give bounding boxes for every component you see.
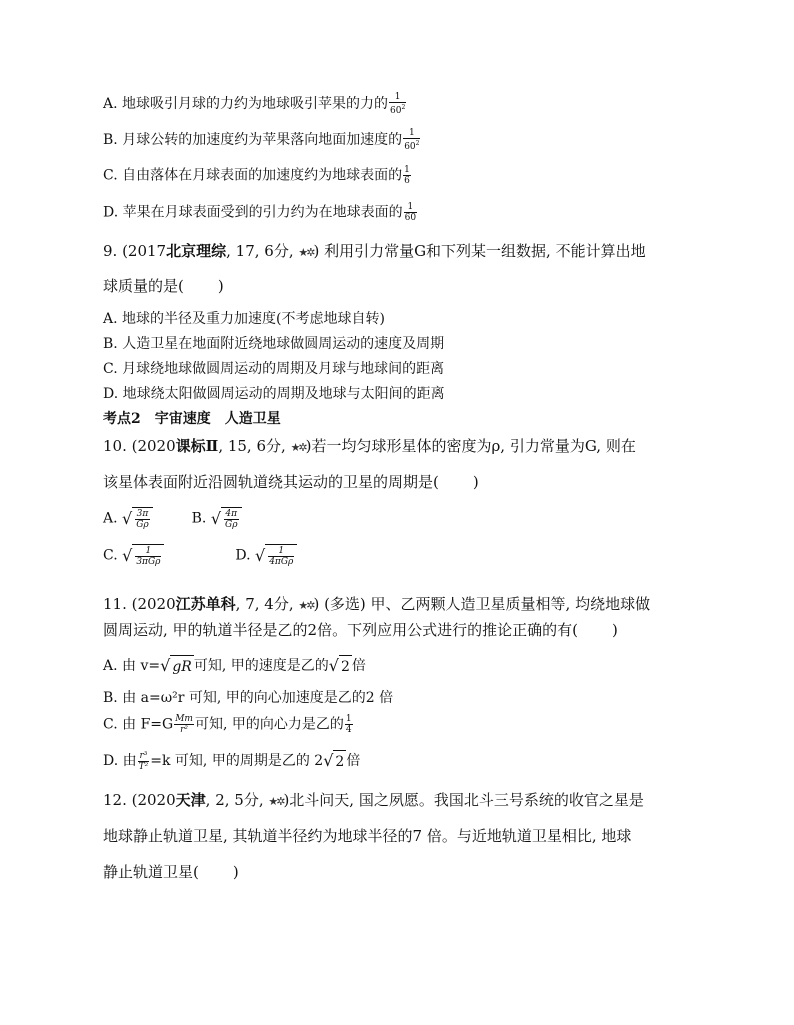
q12-stem-line3: 静止轨道卫星( ) — [103, 863, 239, 881]
q11-stem-line1: 11. (2020江苏单科, 7, 4分, ★✲) (多选) 甲、乙两颗人造卫星质量相等, 均绕地球做 — [103, 594, 650, 616]
q11-stem-line2: 圆周运动, 甲的轨道半径是乙的2倍。下列应用公式进行的推论正确的有( ) — [103, 621, 618, 639]
q9-stem-line2: 球质量的是( ) — [103, 277, 224, 295]
q8-option-d: D. 苹果在月球表面受到的引力约为在地球表面的 $\frac{1}{60}$ — [103, 202, 417, 223]
sqrt-expression: √ $\frac{1}{\text{3πGρ}}$ — [122, 544, 164, 567]
q11-option-c: C. 由 F=G $\frac{Mm}{\text{r²}}$ 可知, 甲的向心力是乙的 $\frac{1}{4}$ — [103, 714, 352, 735]
q11-option-a: A. 由 v=√ gR 可知, 甲的速度是乙的√ 2 倍 — [103, 656, 366, 675]
section-heading: 考点2 宇宙速度 人造卫星 — [103, 411, 281, 427]
q10-options-ab: A. √ $\frac{3\pi}{G\rho}$ B. √ $\frac{4\pi}{G\rho}$ — [103, 507, 242, 530]
q12-stem-line2: 地球静止轨道卫星, 其轨道半径约为地球半径的7 倍。与近地轨道卫星相比, 地球 — [103, 827, 632, 845]
q10-stem-line1: 10. (2020课标Ⅱ, 15, 6分, ★✲)若一均匀球形星体的密度为ρ, 引力常量为G, 则在 — [103, 436, 636, 458]
fraction: $\frac{1}{60^2}$ — [404, 128, 420, 152]
q8-option-a: A. 地球吸引月球的力约为地球吸引苹果的力的 $\frac{1}{60^2}$ — [103, 92, 406, 116]
fraction: $\frac{1}{6}$ — [404, 165, 410, 186]
q9-option-d: D. 地球绕太阳做圆周运动的周期及地球与太阳间的距离 — [103, 386, 445, 402]
q9-option-a: A. 地球的半径及重力加速度(不考虑地球自转) — [103, 311, 385, 327]
q9-option-c: C. 月球绕地球做圆周运动的周期及月球与地球间的距离 — [103, 361, 445, 377]
q10-options-cd: C. √ $\frac{1}{\text{3πGρ}}$ D. √ $\frac{1}{\text{4πGρ}}$ — [103, 544, 297, 567]
q8-option-b: B. 月球公转的加速度约为苹果落向地面加速度的 $\frac{1}{60^2}$ — [103, 128, 420, 152]
sqrt-expression: √ $\frac{1}{\text{4πGρ}}$ — [255, 544, 297, 567]
sqrt-expression: √ $\frac{4\pi}{G\rho}$ — [211, 507, 242, 530]
q9-stem-line1: 9. (2017北京理综, 17, 6分, ★✲) 利用引力常量G和下列某一组数据, 不能计算出地 — [103, 241, 646, 263]
q11-option-b: B. 由 a=ω²r 可知, 甲的向心加速度是乙的2 倍 — [103, 690, 394, 706]
q9-option-b: B. 人造卫星在地面附近绕地球做圆周运动的速度及周期 — [103, 336, 445, 352]
q11-option-d: D. 由 $\frac{\text{r³}}{\text{T²}}$ =k 可知, 甲的周期是乙的 2√ 2 倍 — [103, 750, 361, 772]
double-star-icon: ★✲ — [298, 246, 314, 259]
double-star-icon: ★✲ — [290, 441, 306, 454]
fraction: $\frac{1}{60^2}$ — [390, 92, 406, 116]
q12-stem-line1: 12. (2020天津, 2, 5分, ★✲)北斗问天, 国之夙愿。我国北斗三号系统的收官之星是 — [103, 790, 644, 812]
double-star-icon: ★✲ — [298, 599, 314, 612]
double-star-icon: ★✲ — [268, 795, 284, 808]
sqrt-expression: √ $\frac{3\pi}{G\rho}$ — [122, 507, 153, 530]
q10-stem-line2: 该星体表面附近沿圆轨道绕其运动的卫星的周期是( ) — [103, 473, 479, 491]
fraction: $\frac{1}{60}$ — [404, 202, 417, 223]
q8-option-c: C. 自由落体在月球表面的加速度约为地球表面的 $\frac{1}{6}$ — [103, 165, 410, 186]
